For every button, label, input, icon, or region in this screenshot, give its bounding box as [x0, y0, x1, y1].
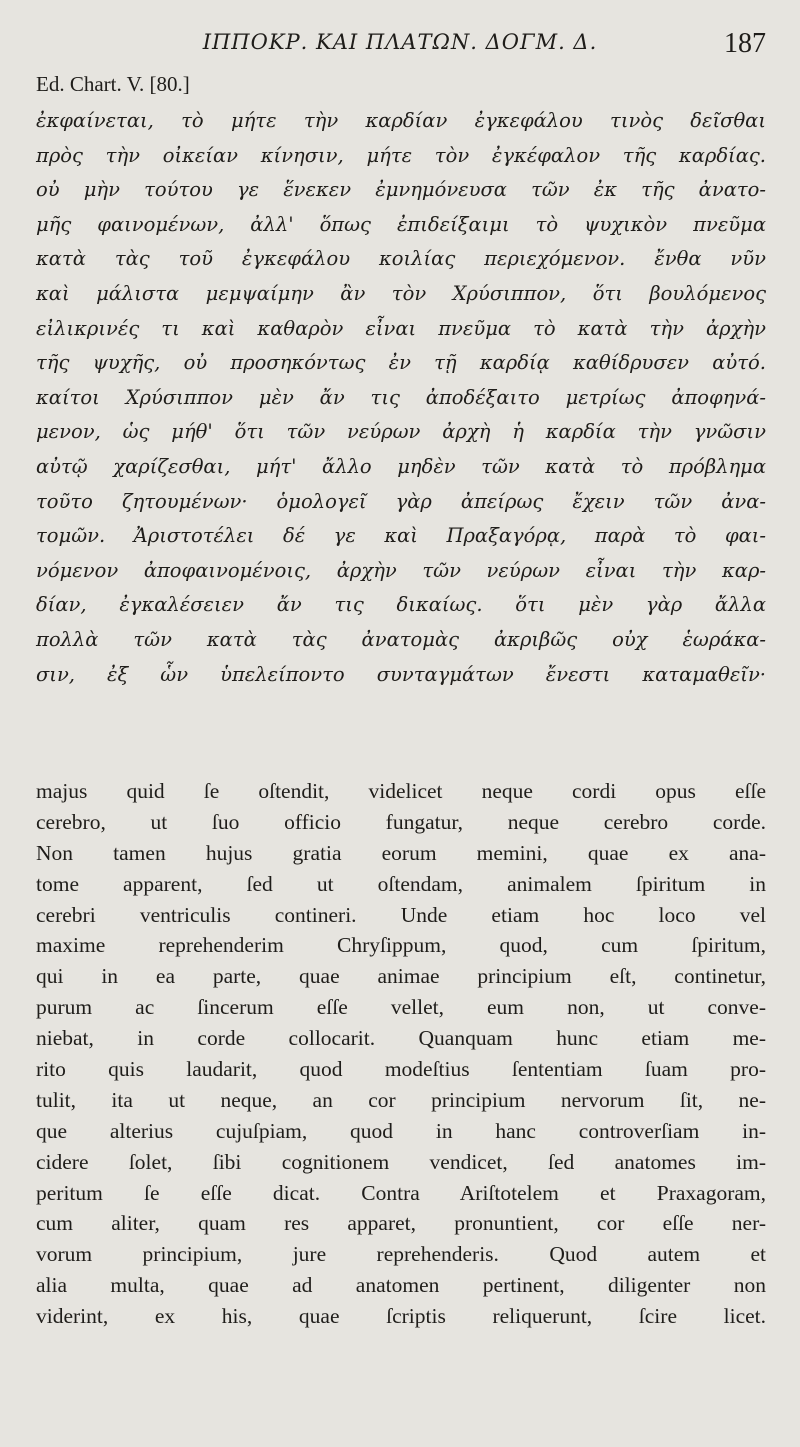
greek-line: σιν, ἐξ ὧν ὑπελείποντο συνταγμάτων ἔνεστι καταμαθεῖν·	[36, 662, 766, 686]
latin-line: viderint, ex his, quae ſcriptis reliquerunt, ſcire licet.	[36, 1304, 766, 1329]
greek-line: τοῦτο ζητουμένων· ὁμολογεῖ γὰρ ἀπείρως ἔχειν τῶν ἀνα-	[36, 489, 766, 513]
latin-line: cerebri ventriculis contineri. Unde etiam hoc loco vel	[36, 902, 766, 927]
latin-line: purum ac ſincerum eſſe vellet, eum non, ut conve-	[36, 995, 766, 1020]
running-title: ΙΠΠΟΚΡ. ΚΑΙ ΠΛΑΤΩΝ. ΔΟΓΜ. Δ.	[202, 30, 598, 54]
greek-line: καίτοι Χρύσιππον μὲν ἄν τις ἀποδέξαιτο μετρίως ἀποφηνά-	[36, 385, 766, 409]
latin-line: rito quis laudarit, quod modeſtius ſententiam ſuam pro-	[36, 1057, 766, 1082]
greek-line: πολλὰ τῶν κατὰ τὰς ἀνατομὰς ἀκριβῶς οὐχ ἑωράκα-	[36, 627, 766, 651]
page-number: 187	[724, 28, 766, 59]
running-head	[30, 26, 770, 66]
latin-line: qui in ea parte, quae animae principium eſt, continetur,	[36, 964, 766, 989]
greek-line: τομῶν. Ἀριστοτέλει δέ γε καὶ Πραξαγόρᾳ, παρὰ τὸ φαι-	[36, 524, 766, 548]
latin-line: peritum ſe eſſe dicat. Contra Ariſtotelem et Praxagoram,	[36, 1180, 766, 1205]
greek-line: πρὸς τὴν οἰκείαν κίνησιν, μήτε τὸν ἐγκέφαλον τῆς καρδίας.	[36, 143, 766, 167]
greek-line: τῆς ψυχῆς, οὐ προσηκόντως ἐν τῇ καρδίᾳ καθίδρυσεν αὐτό.	[36, 351, 766, 375]
latin-line: vorum principium, jure reprehenderis. Quod autem et	[36, 1242, 766, 1267]
greek-line: μῆς φαινομένων, ἀλλ' ὅπως ἐπιδείξαιμι τὸ ψυχικὸν πνεῦμα	[36, 212, 766, 236]
latin-line: tulit, ita ut neque, an cor principium nervorum ſit, ne-	[36, 1087, 766, 1112]
latin-line: que alterius cujuſpiam, quod in hanc controverſiam in-	[36, 1118, 766, 1143]
greek-line: μενον, ὡς μήθ' ὅτι τῶν νεύρων ἀρχὴ ἡ καρδία τὴν γνῶσιν	[36, 420, 766, 444]
greek-text-block	[36, 104, 766, 692]
greek-line: ἐκφαίνεται, τὸ μήτε τὴν καρδίαν ἐγκεφάλου τινὸς δεῖσθαι	[36, 109, 766, 132]
greek-line: εἰλικρινές τι καὶ καθαρὸν εἶναι πνεῦμα τὸ κατὰ τὴν ἀρχὴν	[36, 316, 766, 340]
greek-line: κατὰ τὰς τοῦ ἐγκεφάλου κοιλίας περιεχόμενον. ἔνθα νῦν	[36, 247, 766, 271]
latin-line: cerebro, ut ſuo officio fungatur, neque cerebro corde.	[36, 809, 766, 834]
latin-line: majus quid ſe oſtendit, videlicet neque cordi opus eſſe	[36, 779, 766, 803]
greek-line: καὶ μάλιστα μεμψαίμην ἂν τὸν Χρύσιππον, ὅτι βουλόμενος	[36, 281, 766, 305]
latin-line: cidere ſolet, ſibi cognitionem vendicet, ſed anatomes im-	[36, 1149, 766, 1174]
greek-line: δίαν, ἐγκαλέσειεν ἄν τις δικαίως. ὅτι μὲν γὰρ ἄλλα	[36, 593, 766, 617]
latin-line: alia multa, quae ad anatomen pertinent, diligenter non	[36, 1273, 766, 1298]
latin-line: cum aliter, quam res apparet, pronuntient, cor eſſe ner-	[36, 1211, 766, 1236]
greek-line: οὐ μὴν τούτου γε ἕνεκεν ἐμνημόνευσα τῶν ἐκ τῆς ἀνατο-	[36, 178, 766, 202]
latin-line: niebat, in corde collocarit. Quanquam hunc etiam me-	[36, 1026, 766, 1051]
latin-line: Non tamen hujus gratia eorum memini, quae ex ana-	[36, 840, 766, 865]
greek-line: αὐτῷ χαρίζεσθαι, μήτ' ἄλλο μηδὲν τῶν κατὰ τὸ πρόβλημα	[36, 454, 766, 478]
latin-text-block	[36, 776, 766, 1332]
latin-line: tome apparent, ſed ut oſtendam, animalem ſpiritum in	[36, 871, 766, 896]
greek-line: νόμενον ἀποφαινομένοις, ἀρχὴν τῶν νεύρων εἶναι τὴν καρ-	[36, 558, 766, 582]
edition-reference: Ed. Chart. V. [80.]	[36, 72, 190, 96]
latin-line: maxime reprehenderim Chryſippum, quod, cum ſpiritum,	[36, 933, 766, 958]
